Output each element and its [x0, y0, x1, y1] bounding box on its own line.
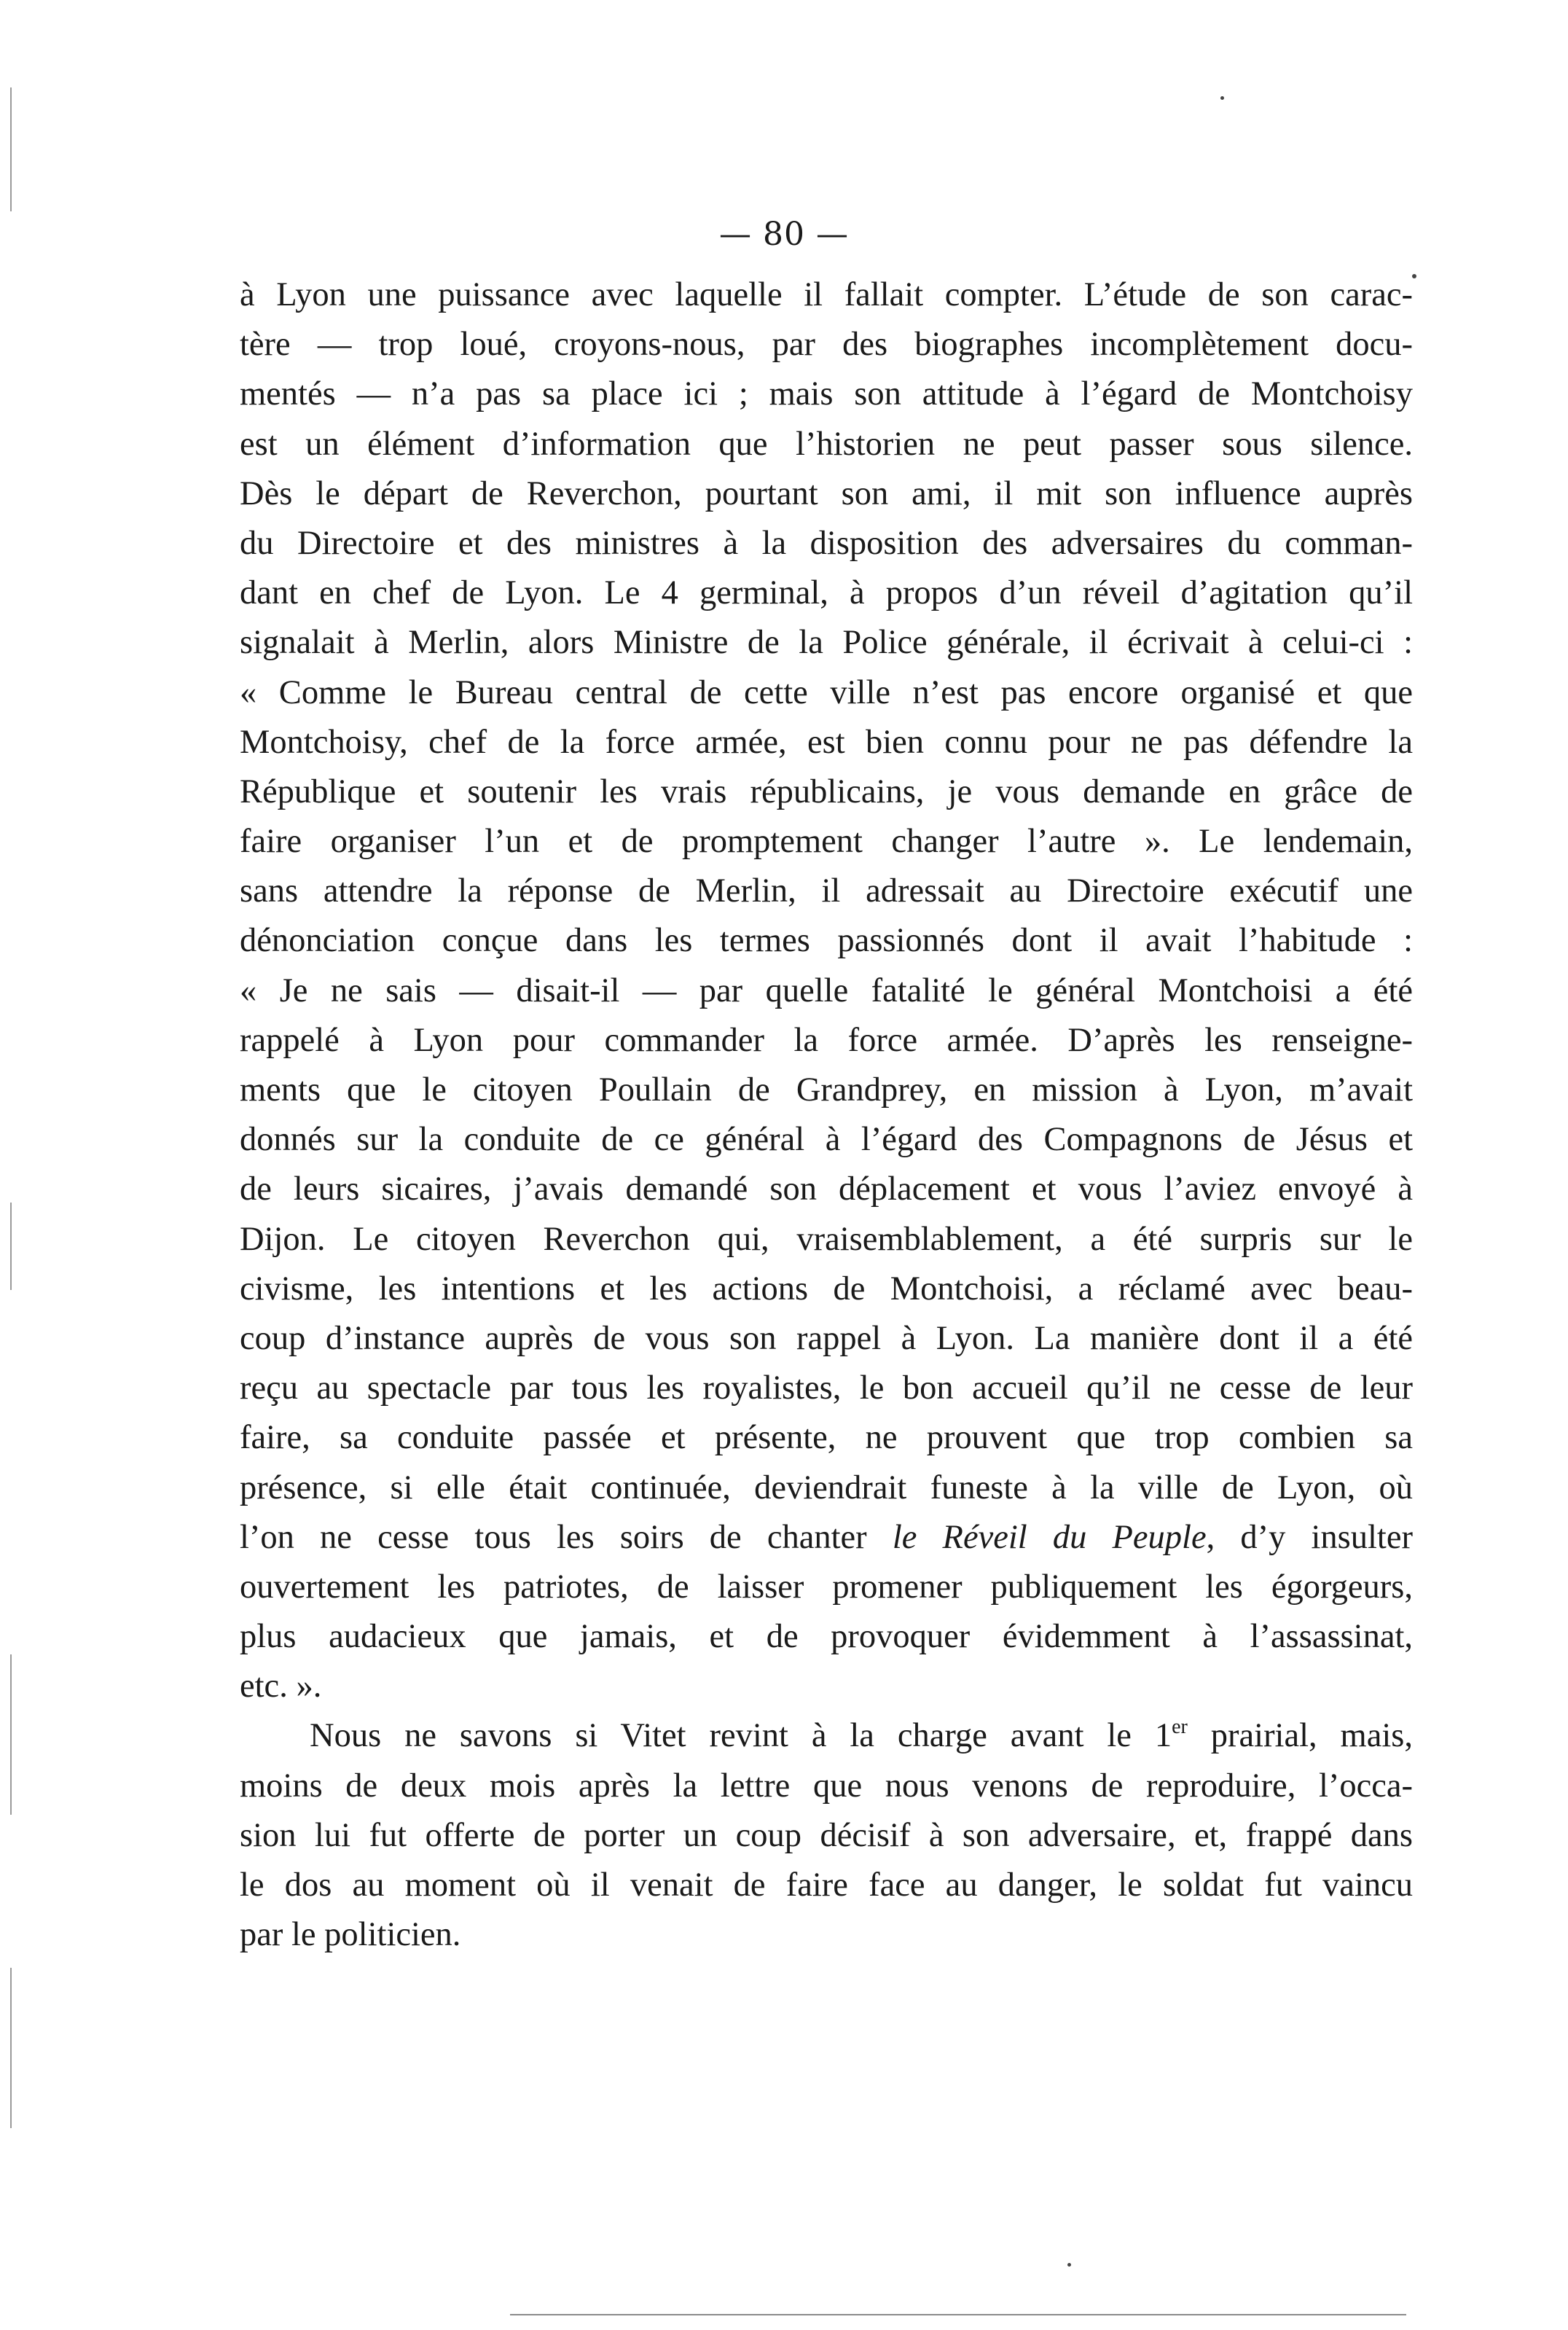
text-line: etc. ».: [240, 1668, 322, 1705]
text-line: ouvertement les patriotes, de laisser promener publiquement les égorgeurs,: [240, 1568, 1413, 1606]
text-line: plus audacieux que jamais, et de provoquer évidemment à l’assassinat,: [240, 1618, 1413, 1656]
text-line: coup d’instance auprès de vous son rappel à Lyon. La manière dont il a été: [240, 1319, 1413, 1357]
text-line: par le politicien.: [240, 1916, 461, 1954]
text-line: mentés — n’a pas sa place ici ; mais son attitude à l’égard de Montchoisy: [240, 375, 1413, 413]
text-line: tère — trop loué, croyons-nous, par des biographes incomplètement docu-: [240, 326, 1413, 364]
text-line: République et soutenir les vrais républicains, je vous demande en grâce de: [240, 773, 1413, 810]
paragraph-1: [240, 270, 1413, 1513]
text-line: « Comme le Bureau central de cette ville n’est pas encore organisé et que: [240, 673, 1413, 711]
text-line: Dijon. Le citoyen Reverchon qui, vraisemblablement, a été surpris sur le: [240, 1220, 1413, 1258]
scan-edge-mark: [10, 1654, 12, 1815]
text-line: faire, sa conduite passée et présente, ne prouvent que trop combien sa: [240, 1419, 1413, 1457]
text-line: le dos au moment où il venait de faire face au danger, le soldat fut vaincu: [240, 1866, 1413, 1904]
text-line: sans attendre la réponse de Merlin, il adressait au Directoire exécutif une: [240, 872, 1413, 910]
body-text: [240, 270, 1413, 1960]
scan-speck: [1220, 96, 1224, 100]
text-line: est un élément d’information que l’historien ne peut passer sous silence.: [240, 425, 1413, 463]
text-line: civisme, les intentions et les actions de Montchoisi, a réclamé avec beau-: [240, 1270, 1413, 1307]
text-line: reçu au spectacle par tous les royalistes, le bon accueil qu’il ne cesse de leur: [240, 1369, 1413, 1407]
text-line: ments que le citoyen Poullain de Grandprey, en mission à Lyon, m’avait: [240, 1071, 1413, 1109]
ordinal-superscript: er: [1172, 1716, 1188, 1739]
text-line: moins de deux mois après la lettre que nous venons de reproduire, l’occa-: [240, 1767, 1413, 1805]
text-line: dénonciation conçue dans les termes passionnés dont il avait l’habitude :: [240, 922, 1413, 960]
paragraph-1-continued: [240, 1563, 1413, 1712]
italic-title: le Réveil du Peuple: [892, 1518, 1207, 1556]
text-line: présence, si elle était continuée, deviendrait funeste à la ville de Lyon, où: [240, 1469, 1413, 1506]
paragraph-2: [240, 1762, 1413, 1960]
page-number: — 80 —: [719, 216, 849, 253]
text-line: dant en chef de Lyon. Le 4 germinal, à propos d’un réveil d’agitation qu’il: [240, 574, 1413, 612]
text-line: « Je ne sais — disait-il — par quelle fatalité le général Montchoisi a été: [240, 972, 1413, 1009]
text-line: l’on ne cesse tous les soirs de chanter le Réveil du Peuple, d’y insulter: [240, 1518, 1413, 1556]
text-line: à Lyon une puissance avec laquelle il fallait compter. L’étude de son carac-: [240, 276, 1413, 313]
text-line: rappelé à Lyon pour commander la force armée. D’après les renseigne-: [240, 1021, 1413, 1059]
text-line: du Directoire et des ministres à la disposition des adversaires du comman-: [240, 524, 1413, 562]
text-line: signalait à Merlin, alors Ministre de la Police générale, il écrivait à celui-ci :: [240, 624, 1413, 662]
text-line: Nous ne savons si Vitet revint à la charge avant le 1er prairial, mais,: [310, 1716, 1413, 1755]
text-line: sion lui fut offerte de porter un coup décisif à son adversaire, et, frappé dans: [240, 1816, 1413, 1854]
scan-edge-mark: [10, 1968, 12, 2128]
text-line: faire organiser l’un et de promptement changer l’autre ». Le lendemain,: [240, 823, 1413, 861]
text-line: Dès le départ de Reverchon, pourtant son ami, il mit son influence auprès: [240, 474, 1413, 512]
text-line: Montchoisy, chef de la force armée, est bien connu pour ne pas défendre la: [240, 723, 1413, 761]
scan-edge-mark: [10, 87, 12, 211]
text-line: de leurs sicaires, j’avais demandé son déplacement et vous l’aviez envoyé à: [240, 1170, 1413, 1208]
scan-edge-mark: [10, 1203, 12, 1290]
scan-speck: [1067, 2263, 1071, 2267]
bottom-scan-rule: [510, 2314, 1406, 2315]
text-line: donnés sur la conduite de ce général à l’égard des Compagnons de Jésus et: [240, 1121, 1413, 1159]
